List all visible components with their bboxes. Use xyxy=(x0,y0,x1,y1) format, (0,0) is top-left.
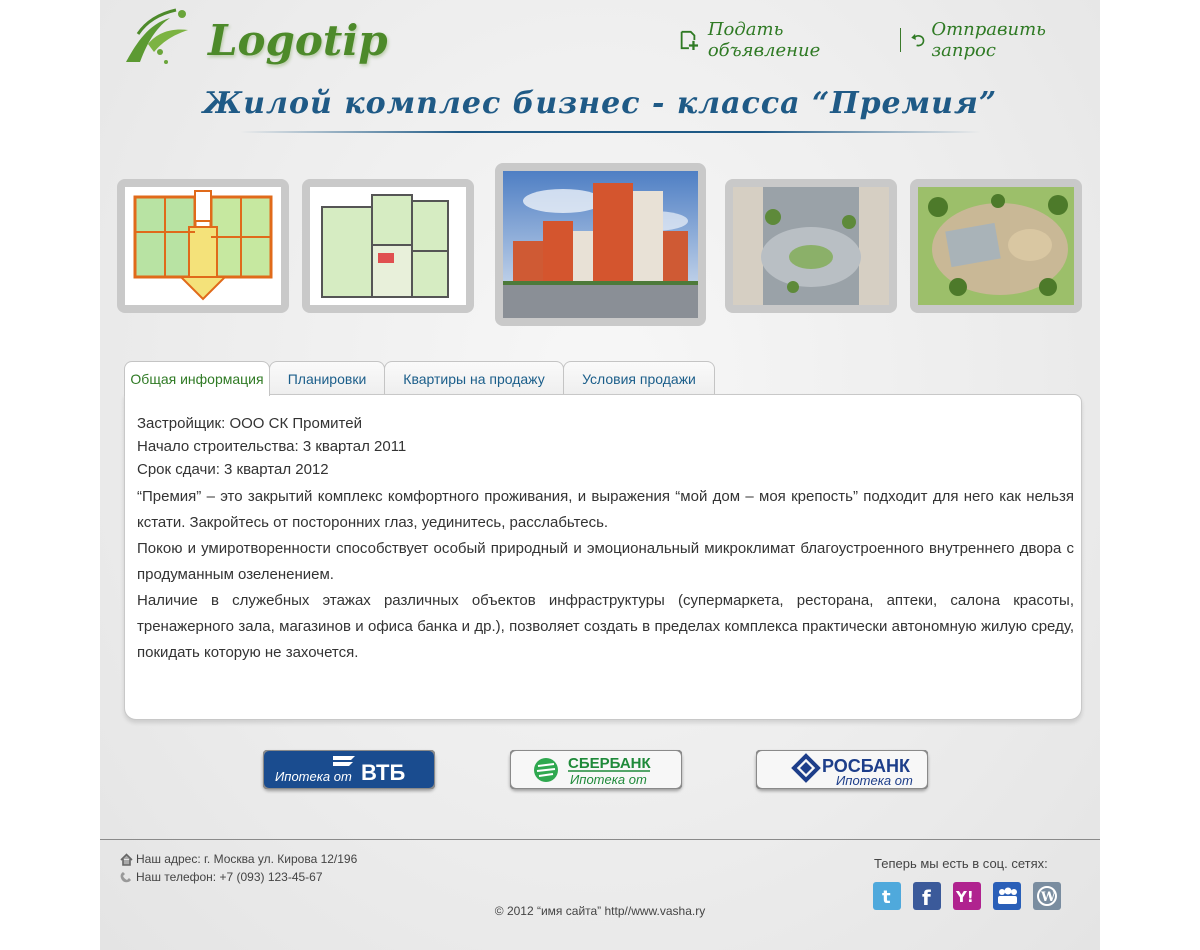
header-divider xyxy=(900,28,901,52)
page xyxy=(100,0,1100,950)
thumb-courtyard-aerial[interactable] xyxy=(725,179,897,313)
svg-text:Y!: Y! xyxy=(956,888,974,906)
phone-icon xyxy=(120,871,133,884)
completion-date-text: Срок сдачи: 3 квартал 2012 xyxy=(137,461,329,478)
thumb-floor-plan-1[interactable] xyxy=(117,179,289,313)
floor-plan-image xyxy=(125,187,281,305)
tab-general-info[interactable]: Общая информация xyxy=(124,361,270,396)
general-info-content xyxy=(137,412,1074,666)
svg-text:t: t xyxy=(882,887,891,908)
rosbank-prefix: Ипотека от xyxy=(836,773,913,788)
sberbank-name: СБЕРБАНК xyxy=(568,755,651,772)
tab-apartments-for-sale[interactable]: Квартиры на продажу xyxy=(384,361,564,395)
sberbank-prefix: Ипотека от xyxy=(570,772,647,787)
footer-address xyxy=(120,852,357,866)
description-paragraph: Наличие в служебных этажах различных объектов инфраструктуры (супермаркета, ресторана, аптеки, салона красоты, тренажерного зала, магазинов и офиса банка и др.), позволяет создать в пределах комплекса практически автономную жилую среду, покидать которую не захочется. xyxy=(137,592,1074,661)
svg-text:W: W xyxy=(1041,890,1056,905)
rosbank-name: РОСБАНК xyxy=(822,756,911,776)
footer-divider xyxy=(100,839,1100,840)
thumb-floor-plan-2[interactable] xyxy=(302,179,474,313)
rosbank-mortgage-button[interactable] xyxy=(756,750,928,789)
address-text: Наш адрес: г. Москва ул. Кирова 12/196 xyxy=(136,852,358,866)
header-links xyxy=(678,19,1100,61)
title-underline xyxy=(240,131,980,133)
tab-sale-conditions[interactable]: Условия продажи xyxy=(563,361,715,395)
tab-layouts[interactable]: Планировки xyxy=(269,361,385,395)
construction-start-text: Начало строительства: 3 квартал 2011 xyxy=(137,438,407,455)
site-logo[interactable] xyxy=(118,4,388,68)
vtb-logo xyxy=(263,750,435,789)
svg-text:f: f xyxy=(922,886,931,910)
rosbank-logo xyxy=(756,750,928,789)
add-document-icon xyxy=(678,28,700,52)
home-icon xyxy=(120,853,133,866)
send-request-link[interactable] xyxy=(909,19,1100,61)
social-title: Теперь мы есть в соц. сетях: xyxy=(874,856,1048,871)
vtb-mortgage-button[interactable] xyxy=(263,750,435,789)
floor-plan-image xyxy=(310,187,466,305)
courtyard-image xyxy=(733,187,889,305)
building-photo xyxy=(503,171,698,318)
description-paragraph: Покою и умиротворенности способствует особый природный и эмоциональный микроклимат благоустроенного внутреннего двора с продуманным озеленением. xyxy=(137,540,1074,583)
post-ad-label: Подать объявление xyxy=(707,19,821,61)
sberbank-logo xyxy=(510,750,682,789)
logo-text: Logotip xyxy=(208,16,388,65)
developer-text: Застройщик: ООО СК Промитей xyxy=(137,415,362,432)
footer-phone xyxy=(120,870,323,884)
vtb-name: ВТБ xyxy=(361,760,406,785)
post-ad-link[interactable] xyxy=(678,19,884,61)
page-title: Жилой комплес бизнес - класса “Премия” xyxy=(202,86,998,121)
logo-swirl-icon xyxy=(118,4,198,68)
description-paragraph: “Премия” – это закрытий комплекс комфортного проживания, и выражения “мой дом – моя крепость” подходит для него как нельзя кстати. Закройтесь от посторонних глаз, уединитесь, расслабьтесь. xyxy=(137,488,1074,531)
phone-text: Наш телефон: +7 (093) 123-45-67 xyxy=(136,870,323,884)
reply-arrow-icon xyxy=(909,28,927,52)
send-request-label: Отправить запрос xyxy=(931,19,1046,61)
vtb-prefix: Ипотека от xyxy=(275,769,352,784)
sberbank-mortgage-button[interactable] xyxy=(510,750,682,789)
copyright-text: © 2012 “имя сайта” http//www.vasha.ry xyxy=(494,904,706,918)
thumb-playground-area[interactable] xyxy=(910,179,1082,313)
playground-image xyxy=(918,187,1074,305)
thumb-building-exterior[interactable] xyxy=(495,163,706,326)
